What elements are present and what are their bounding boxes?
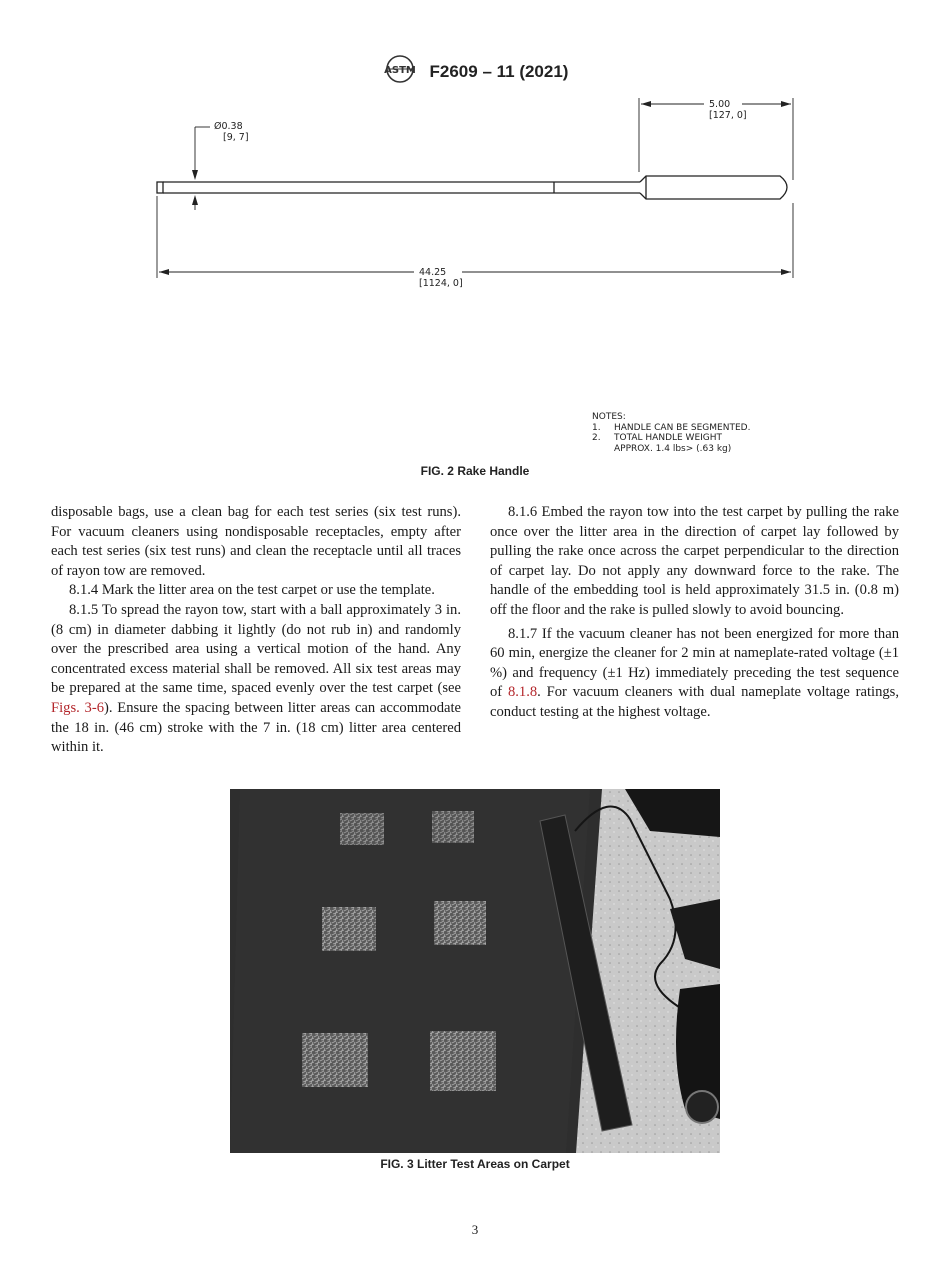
standard-designation: F2609 – 11 (2021): [429, 61, 569, 81]
paragraph-8-1-5: 8.1.5 To spread the rayon tow, start with a ball approximately 3 in. (8 cm) in diameter dabbing it lightly (do not rub in) and randomly over the prescribed area using a vertical motion of the hand. Any concentrated excess material shall be removed. All six test areas may be prepared at the same time, spaced evenly over the test carpet (see Figs. 3-6). Ensure the spacing between litter areas can accommodate the 18 in. (46 cm) stroke with the 7 in. (18 cm) litter area centered within it.: [51, 601, 461, 756]
figure-notes: NOTES: 1. HANDLE CAN BE SEGMENTED. 2. TOTAL HANDLE WEIGHT APPROX. 1.4 lbs> (.63 kg): [592, 412, 751, 454]
paragraph-8-1-6: 8.1.6 Embed the rayon tow into the test carpet by pulling the rake once over the litter area in the direction of carpet lay followed by pulling the rake once across the carpet perpendicular to the direction of carpet lay. Do not apply any downward force to the rake. The handle of the embedding tool is held approximately 31.5 in. (0.8 m) off the floor and the rake is pulled slowly to avoid bouncing.: [490, 504, 899, 618]
paragraph-8-1-7: 8.1.7 If the vacuum cleaner has not been energized for more than 60 min, energize the cleaner for 2 min at nameplate-rated voltage (±1 %) and frequency (±1 Hz) immediately preceding the test sequence of 8.1.8. For vacuum cleaners with dual nameplate voltage ratings, conduct testing at the highest voltage.: [490, 625, 899, 720]
overall-length-dimension: 44.25 [1124, 0]: [419, 267, 463, 289]
litter-area: [322, 907, 376, 951]
handle-length-dimension: 5.00 [127, 0]: [709, 99, 747, 121]
figure-3-caption: FIG. 3 Litter Test Areas on Carpet: [380, 1157, 570, 1171]
right-text-column: [490, 503, 899, 723]
litter-area: [340, 813, 384, 845]
paragraph: disposable bags, use a clean bag for each test series (six test runs). For vacuum cleaners using nondisposable receptacles, empty after each test series (six test runs) and clean the receptacle until all traces of rayon tow are removed.: [51, 504, 461, 579]
section-8-1-8-link[interactable]: 8.1.8: [507, 684, 538, 701]
litter-area: [430, 1031, 496, 1091]
figure-2-caption: FIG. 2 Rake Handle: [420, 464, 530, 478]
figs-3-6-link[interactable]: Figs. 3-6: [51, 699, 105, 716]
svg-text:ASTM: ASTM: [383, 65, 416, 76]
paragraph-8-1-4: 8.1.4 Mark the litter area on the test carpet or use the template.: [69, 582, 435, 599]
left-text-column: [51, 503, 461, 758]
page-number: 3: [471, 1222, 479, 1237]
litter-test-photo: [230, 789, 720, 1153]
vacuum-wheel: [686, 1091, 718, 1123]
litter-area: [434, 901, 486, 945]
litter-area: [302, 1033, 368, 1087]
diameter-dimension: Ø0.38 [9, 7]: [214, 121, 249, 143]
litter-area: [432, 811, 474, 843]
rake-handle-drawing: [0, 0, 950, 470]
